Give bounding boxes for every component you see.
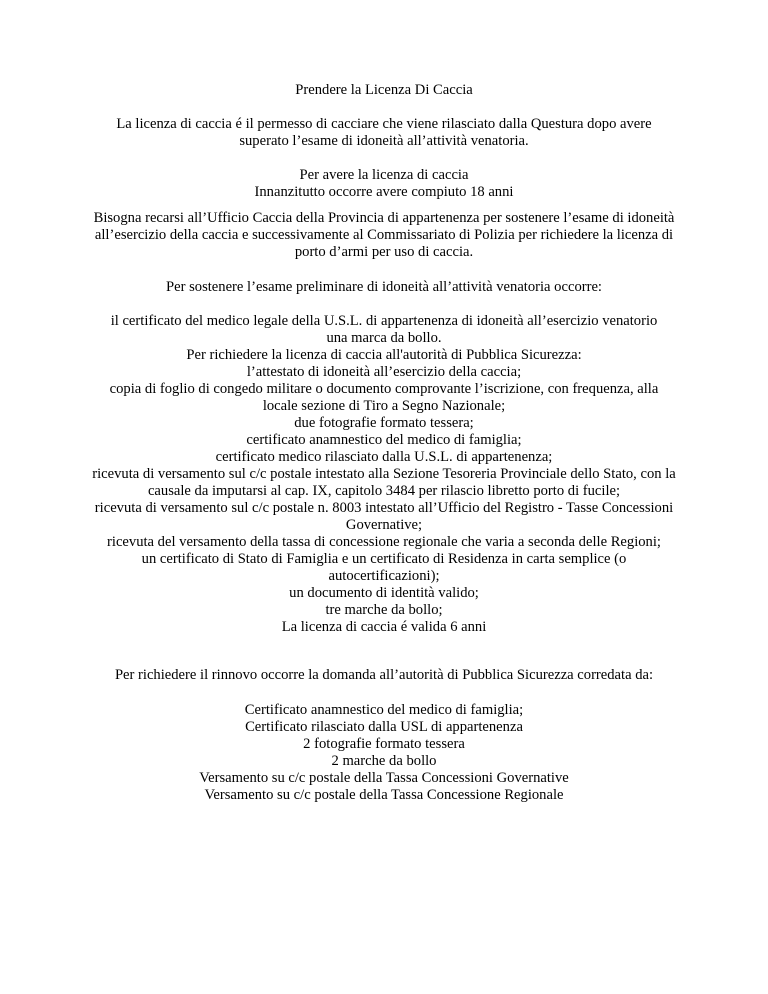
list-item: causale da imputarsi al cap. IX, capitolo 3484 per rilascio libretto porto di fucile; xyxy=(147,483,621,499)
text-line: all’esercizio della caccia e successivamente al Commissariato di Polizia per richiedere la licenza di xyxy=(94,227,674,243)
text-line: Per sostenere l’esame preliminare di idoneità all’attività venatoria occorre: xyxy=(165,279,602,295)
list-item: 2 fotografie formato tessera xyxy=(303,736,465,752)
list-item: un certificato di Stato di Famiglia e un certificato di Residenza in carta semplice (o xyxy=(141,551,627,567)
renewal-heading xyxy=(0,667,768,684)
list-item: ricevuta del versamento della tassa di concessione regionale che varia a seconda delle Regioni; xyxy=(107,534,661,550)
list-item: autocertificazioni); xyxy=(328,568,440,584)
document-title xyxy=(0,82,768,99)
list-item: copia di foglio di congedo militare o documento comprovante l’iscrizione, con frequenza, alla xyxy=(109,381,659,397)
list-item: La licenza di caccia é valida 6 anni xyxy=(281,619,487,635)
text-line: Innanzitutto occorre avere compiuto 18 anni xyxy=(254,184,514,200)
renewal-list xyxy=(0,702,768,804)
list-item: Certificato rilasciato dalla USL di appartenenza xyxy=(245,719,523,735)
title-line: Prendere la Licenza Di Caccia xyxy=(295,82,473,98)
list-item: certificato anamnestico del medico di famiglia; xyxy=(246,432,522,448)
list-item: Versamento su c/c postale della Tassa Concessione Regionale xyxy=(204,787,564,803)
list-item: Per richiedere la licenza di caccia all'autorità di Pubblica Sicurezza: xyxy=(186,347,582,363)
list-item: Versamento su c/c postale della Tassa Concessioni Governative xyxy=(199,770,569,786)
list-item: un documento di identità valido; xyxy=(289,585,479,601)
text-line: Bisogna recarsi all’Ufficio Caccia della Provincia di appartenenza per sostenere l’esame di idoneità xyxy=(93,210,675,226)
age-requirement-paragraph xyxy=(0,167,768,201)
text-line: superato l’esame di idoneità all’attività venatoria. xyxy=(239,133,529,149)
list-item: una marca da bollo. xyxy=(326,330,442,346)
text-line: Per avere la licenza di caccia xyxy=(299,167,469,183)
list-item: certificato medico rilasciato dalla U.S.L. di appartenenza; xyxy=(215,449,553,465)
intro-paragraph xyxy=(0,116,768,150)
text-line: porto d’armi per uso di caccia. xyxy=(294,244,474,260)
list-item: ricevuta di versamento sul c/c postale n. 8003 intestato all’Ufficio del Registro - Tasse Concessioni xyxy=(94,500,674,516)
list-item: 2 marche da bollo xyxy=(331,753,437,769)
list-item: ricevuta di versamento sul c/c postale intestato alla Sezione Tesoreria Provinciale dello Stato, con la xyxy=(92,466,676,482)
list-item: l’attestato di idoneità all’esercizio della caccia; xyxy=(246,364,522,380)
exam-heading xyxy=(0,279,768,296)
list-item: Certificato anamnestico del medico di famiglia; xyxy=(244,702,524,718)
list-item: due fotografie formato tessera; xyxy=(294,415,474,431)
requirements-list xyxy=(0,313,768,636)
text-line: Per richiedere il rinnovo occorre la domanda all’autorità di Pubblica Sicurezza corredata da: xyxy=(114,667,654,683)
list-item: Governative; xyxy=(345,517,423,533)
list-item: tre marche da bollo; xyxy=(325,602,443,618)
procedure-paragraph xyxy=(0,210,768,261)
list-item: locale sezione di Tiro a Segno Nazionale; xyxy=(262,398,506,414)
list-item: il certificato del medico legale della U.S.L. di appartenenza di idoneità all’esercizio venatorio xyxy=(110,313,658,329)
text-line: La licenza di caccia é il permesso di cacciare che viene rilasciato dalla Questura dopo avere xyxy=(116,116,652,132)
